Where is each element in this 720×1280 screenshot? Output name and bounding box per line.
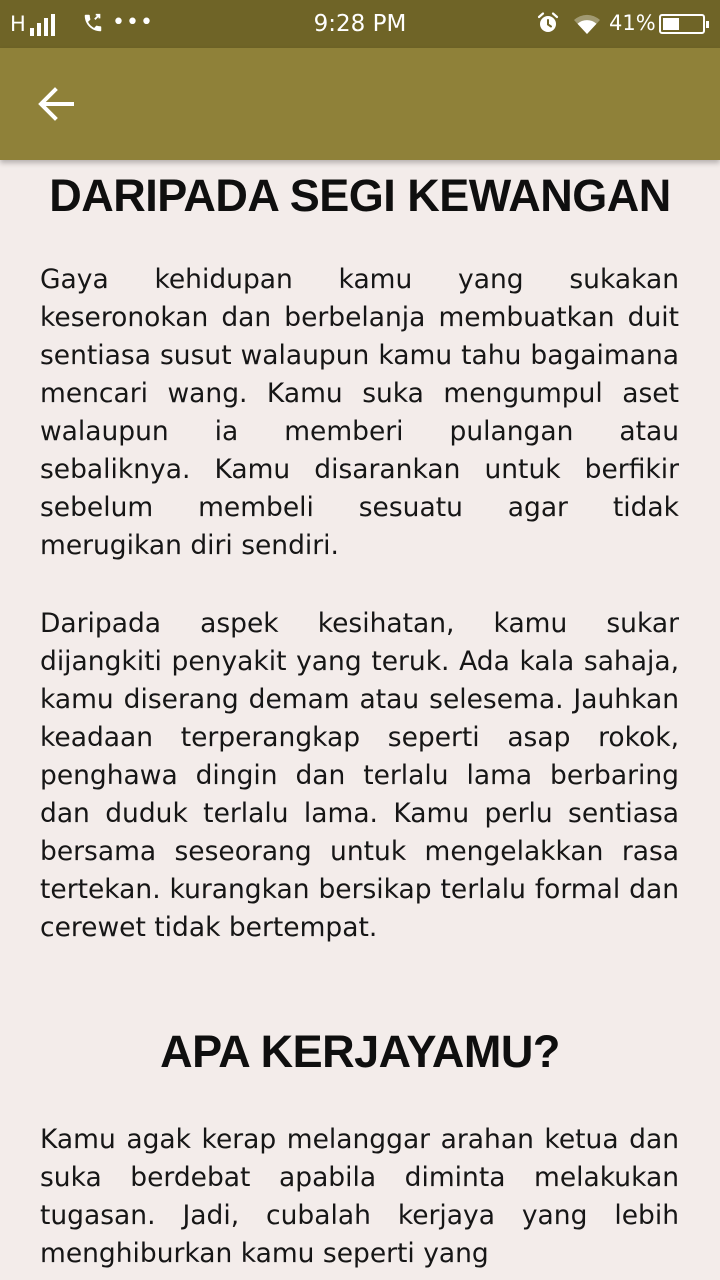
- wifi-icon: [573, 13, 601, 35]
- article-paragraph: Gaya kehidupan kamu yang sukakan keseronokan dan berbelanja membuatkan duit sentiasa susut walaupun kamu tahu bagaimana mencari wang. Kamu suka mengumpul aset walaupun ia memberi pulangan atau sebaliknya. Kamu disarankan untuk berfikir sebelum membeli sesuatu agar tidak merugikan diri sendiri.: [40, 264, 679, 561]
- article-paragraph: Daripada aspek kesihatan, kamu sukar dijangkiti penyakit yang teruk. Ada kala sahaja, kamu diserang demam atau selesema. Jauhkan keadaan terperangkap seperti asap rokok, penghawa dingin dan terlalu lama berbaring dan duduk terlalu lama. Kamu perlu sentiasa bersama seseorang untuk mengelakkan rasa tertekan. kurangkan bersikap terlalu formal dan cerewet tidak bertempat.: [40, 608, 679, 943]
- arrow-left-icon: [28, 76, 84, 132]
- battery-level-fill: [663, 18, 679, 30]
- app-bar: [0, 48, 720, 160]
- alarm-icon: [536, 11, 560, 35]
- battery-icon: [659, 14, 705, 34]
- section-heading: DARIPADA SEGI KEWANGAN: [49, 170, 671, 221]
- battery-percent: 41%: [609, 11, 656, 35]
- status-bar: [0, 0, 720, 48]
- status-time: 9:28 PM: [313, 11, 407, 37]
- network-type-label: H: [10, 12, 26, 36]
- more-notifications-indicator: •••: [112, 10, 154, 35]
- section-heading: APA KERJAYAMU?: [160, 1026, 560, 1077]
- back-button[interactable]: [28, 76, 84, 132]
- article-scroll-view[interactable]: [0, 160, 720, 1280]
- article-paragraph: Kamu agak kerap melanggar arahan ketua dan suka berdebat apabila diminta melakukan tugasan. Jadi, cubalah kerjaya yang lebih menghiburkan kamu seperti yang: [40, 1124, 679, 1269]
